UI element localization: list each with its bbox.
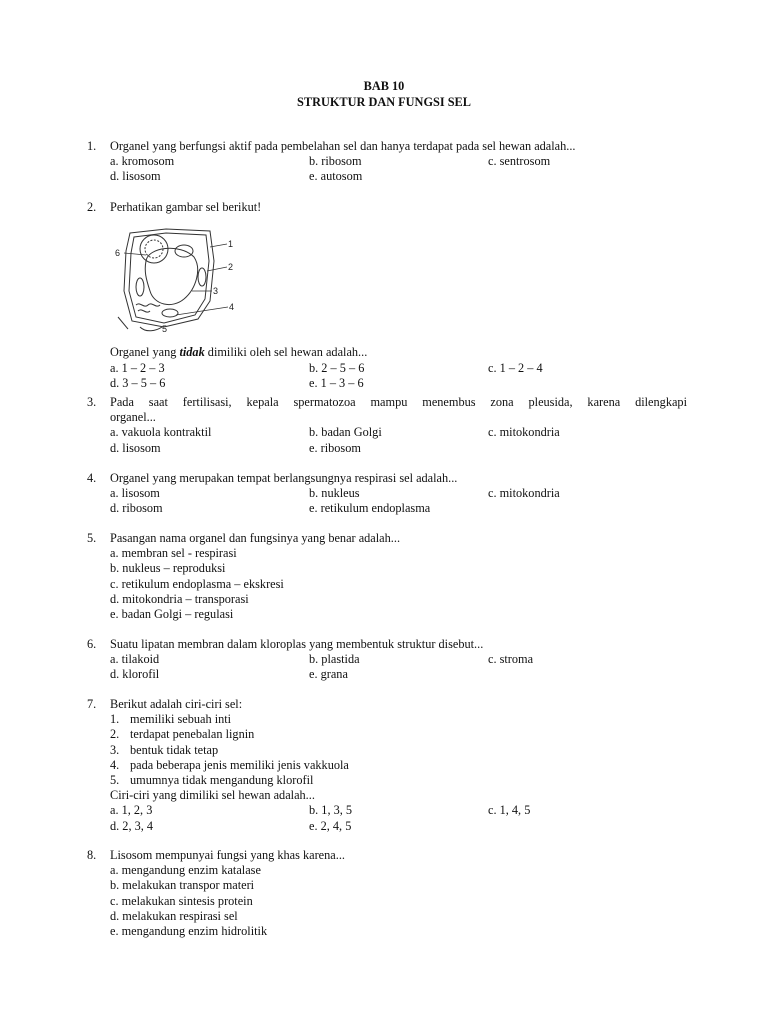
option-c: c. mitokondria (488, 425, 560, 440)
option-d: d. 3 – 5 – 6 (110, 375, 166, 390)
page-header (0, 78, 768, 110)
question-1 (87, 139, 687, 185)
option-e: e. grana (309, 667, 348, 682)
figure-label-3: 3 (213, 286, 219, 297)
option-b: b. 1, 3, 5 (309, 803, 353, 818)
question-stem: Organel yang berfungsi aktif pada pembelahan sel dan hanya terdapat pada sel hewan adalah... (110, 139, 576, 153)
question-number: 8. (87, 848, 97, 862)
option-c: c. retikulum endoplasma – ekskresi (110, 576, 284, 591)
figure-label-6: 6 (115, 248, 121, 259)
option-e: e. 2, 4, 5 (309, 818, 352, 833)
question-6 (87, 637, 687, 683)
option-d: d. lisosom (110, 440, 161, 455)
option-e: e. retikulum endoplasma (309, 501, 431, 516)
option-a: a. tilakoid (110, 652, 160, 667)
figure-label-1: 1 (228, 239, 234, 250)
option-b: b. badan Golgi (309, 425, 382, 440)
question-stem: Suatu lipatan membran dalam kloroplas yang membentuk struktur disebut... (110, 637, 484, 651)
option-row (110, 441, 687, 456)
question-stem: Perhatikan gambar sel berikut! (110, 200, 262, 214)
question-stem-2: Organel yang tidak dimiliki oleh sel hewan adalah... (110, 345, 368, 360)
option-a: a. 1, 2, 3 (110, 803, 153, 818)
option-a: a. mengandung enzim katalase (110, 863, 261, 878)
option-e: e. 1 – 3 – 6 (309, 375, 364, 390)
option-row (110, 169, 687, 184)
question-7 (87, 697, 687, 834)
option-e: e. badan Golgi – regulasi (110, 607, 234, 622)
option-a: a. vakuola kontraktil (110, 425, 212, 440)
list-item: 4. pada beberapa jenis memiliki jenis vakkuola (110, 757, 349, 772)
option-a: a. membran sel - respirasi (110, 546, 237, 561)
chapter-label: BAB 10 (363, 79, 405, 93)
question-number: 2. (87, 200, 97, 214)
question-number: 6. (87, 637, 97, 651)
question-8 (87, 848, 687, 939)
option-row (110, 425, 687, 440)
option-a: a. 1 – 2 – 3 (110, 360, 165, 375)
option-b: b. ribosom (309, 154, 362, 169)
option-row (110, 803, 687, 818)
plant-cell-diagram (110, 221, 238, 333)
question-stem: Berikut adalah ciri-ciri sel: (110, 697, 243, 711)
option-d: d. melakukan respirasi sel (110, 908, 238, 923)
option-row (110, 667, 687, 682)
option-d: d. lisosom (110, 169, 161, 184)
option-e: e. mengandung enzim hidrolitik (110, 924, 268, 939)
question-stem: Lisosom mempunyai fungsi yang khas karena... (110, 848, 345, 862)
option-row (110, 361, 687, 376)
option-a: a. kromosom (110, 154, 175, 169)
list-item: 5. umumnya tidak mengandung klorofil (110, 773, 314, 788)
option-d: d. klorofil (110, 667, 160, 682)
question-stem-line-1: Pada saat fertilisasi, kepala spermatozoa mampu menembus zona pleusida, karena dilengkapi (110, 395, 687, 409)
question-3 (87, 395, 687, 456)
option-b: b. nukleus – reproduksi (110, 561, 226, 576)
question-number: 7. (87, 697, 97, 711)
figure-label-5: 5 (162, 324, 168, 334)
option-row (110, 376, 687, 391)
option-d: d. mitokondria – transporasi (110, 591, 249, 606)
question-stem: Organel yang merupakan tempat berlangsungnya respirasi sel adalah... (110, 471, 458, 485)
option-row (110, 154, 687, 169)
question-number: 5. (87, 531, 97, 545)
question-stem-line-2: organel... (110, 410, 156, 425)
option-e: e. autosom (309, 169, 363, 184)
option-row (110, 486, 687, 501)
option-b: b. plastida (309, 652, 360, 667)
option-c: c. 1 – 2 – 4 (488, 360, 543, 375)
option-row (110, 652, 687, 667)
question-2 (87, 200, 687, 391)
figure-label-4: 4 (229, 302, 235, 313)
list-item: 3. bentuk tidak tetap (110, 742, 219, 757)
list-item: 2. terdapat penebalan lignin (110, 727, 255, 742)
option-a: a. lisosom (110, 486, 160, 501)
question-number: 4. (87, 471, 97, 485)
option-c: c. stroma (488, 652, 534, 667)
option-d: d. 2, 3, 4 (110, 818, 154, 833)
option-c: c. melakukan sintesis protein (110, 893, 253, 908)
question-4 (87, 471, 687, 517)
option-row (110, 501, 687, 516)
question-5 (87, 531, 687, 622)
option-d: d. ribosom (110, 501, 163, 516)
option-c: c. 1, 4, 5 (488, 803, 531, 818)
question-number: 1. (87, 139, 97, 153)
option-e: e. ribosom (309, 440, 361, 455)
option-row (110, 819, 687, 834)
list-item: 1. memiliki sebuah inti (110, 712, 232, 727)
chapter-title: STRUKTUR DAN FUNGSI SEL (297, 95, 471, 109)
emphasis-tidak: tidak (179, 345, 205, 360)
option-c: c. sentrosom (488, 154, 551, 169)
option-b: b. 2 – 5 – 6 (309, 360, 365, 375)
option-b: b. melakukan transpor materi (110, 878, 255, 893)
option-c: c. mitokondria (488, 486, 560, 501)
question-stem-2: Ciri-ciri yang dimiliki sel hewan adalah... (110, 788, 315, 803)
figure-label-2: 2 (228, 262, 234, 273)
question-number: 3. (87, 395, 97, 409)
option-b: b. nukleus (309, 486, 360, 501)
question-stem: Pasangan nama organel dan fungsinya yang benar adalah... (110, 531, 401, 545)
